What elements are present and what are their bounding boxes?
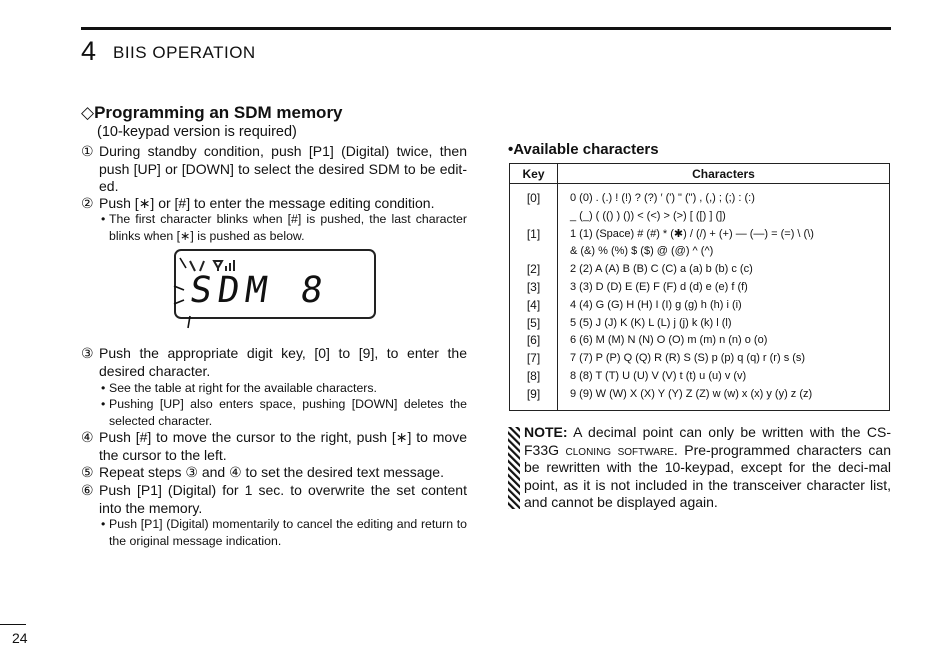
bullet: • See the table at right for the available characters. — [101, 380, 467, 397]
characters-table — [509, 163, 890, 411]
note-text-1: A decimal point can only be written with the CS-F33G — [524, 424, 891, 458]
characters-column — [558, 184, 890, 411]
char-row: & (&) % (%) $ ($) @ (@) ^ (^) — [570, 245, 714, 258]
chapter-number: 4 — [81, 36, 97, 66]
column-header-key: Key — [510, 164, 558, 184]
note-software: cloning software — [565, 441, 674, 458]
step-4 — [81, 429, 467, 464]
step-text: Push [∗] or [#] to enter the message editing condition. — [99, 195, 435, 211]
note-label: NOTE: — [524, 424, 568, 440]
note-text-2: . Pre-programmed characters can be rewritten with the 10-keypad, except for the deci-mal point, as it is not included in the transceiver character list, and cannot be displayed again. — [524, 441, 891, 510]
table-title: •Available characters — [508, 141, 659, 158]
char-row: 0 (0) . (.) ! (!) ? (?) ′ (') " (") , (,) ; (;) : (:) — [570, 192, 755, 204]
char-row: 4 (4) G (G) H (H) I (I) g (g) h (h) i (i) — [570, 298, 742, 311]
char-row: _ (_) ( (() ) ()) < (<) > (>) [ ([) ] (]) — [570, 209, 726, 222]
key-cell: [5] — [526, 315, 541, 330]
step-number: ⑥ — [81, 482, 94, 498]
step-number: ⑤ — [81, 464, 94, 480]
section-title: ◇Programming an SDM memory — [81, 103, 343, 122]
key-cell — [510, 208, 557, 226]
step-number: ③ — [81, 345, 94, 361]
step-text: Push [P1] (Digital) for 1 sec. to overwrite the set content into the memory. — [99, 482, 467, 516]
key-cell: [7] — [526, 351, 541, 366]
note-hatch-icon — [508, 427, 520, 509]
char-row: 2 (2) A (A) B (B) C (C) a (a) b (b) c (c) — [570, 263, 753, 276]
chapter-title: BIIS OPERATION — [113, 43, 256, 62]
bullet: • Push [P1] (Digital) momentarily to cancel the editing and return to the original message indication. — [101, 517, 467, 548]
step-number: ④ — [81, 429, 94, 445]
step-text: Push [#] to move the cursor to the right, push [∗] to move the cursor to the left. — [99, 429, 467, 463]
bullet-text: The first character blinks when [#] is pushed, the last character blinks when [∗] is pushed as below. — [109, 212, 467, 243]
step-3 — [81, 345, 467, 380]
page-rule — [0, 624, 26, 625]
key-cell: [8] — [526, 368, 541, 383]
page-number: 24 — [12, 630, 28, 646]
char-row: 5 (5) J (J) K (K) L (L) j (j) k (k) l (l) — [570, 316, 732, 329]
key-cell — [510, 243, 557, 261]
char-row: 1 (1) (Space) # (#) * (✱) / (/) + (+) — (—) = (=) \ (\) — [570, 227, 814, 240]
key-cell: [9] — [526, 386, 541, 401]
key-column — [510, 184, 558, 411]
lcd-display — [174, 249, 376, 319]
step-5 — [81, 464, 467, 482]
bullet-text: Pushing [UP] also enters space, pushing [DOWN] deletes the selected character. — [109, 397, 467, 428]
key-cell: [0] — [526, 191, 541, 205]
header-rule — [81, 27, 891, 30]
key-cell: [3] — [526, 279, 541, 294]
step-1 — [81, 143, 467, 196]
step-text: During standby condition, push [P1] (Digital) twice, then push [UP] or [DOWN] to select the desired SDM to be edit-ed. — [99, 143, 467, 194]
column-header-characters: Characters — [558, 164, 890, 184]
lcd-text: SDM 8 — [187, 270, 332, 311]
bullet: • Pushing [UP] also enters space, pushing [DOWN] deletes the selected character. — [101, 397, 467, 428]
step-number: ① — [81, 143, 94, 159]
note — [524, 424, 891, 512]
step-text: Push the appropriate digit key, [0] to [9], to enter the desired character. — [99, 345, 467, 379]
step-text: Repeat steps ③ and ④ to set the desired text message. — [99, 464, 444, 480]
char-row: 8 (8) T (T) U (U) V (V) t (t) u (u) v (v) — [570, 369, 747, 382]
char-row: 9 (9) W (W) X (X) Y (Y) Z (Z) w (w) x (x) y (y) z (z) — [570, 387, 813, 400]
char-row: 6 (6) M (M) N (N) O (O) m (m) n (n) o (o) — [570, 334, 768, 347]
bullet-text: See the table at right for the available characters. — [109, 381, 377, 395]
bullet-text: Push [P1] (Digital) momentarily to cancel the editing and return to the original message indication. — [109, 517, 467, 548]
char-row: 3 (3) D (D) E (E) F (F) d (d) e (e) f (f) — [570, 280, 748, 293]
char-row: 7 (7) P (P) Q (Q) R (R) S (S) p (p) q (q) r (r) s (s) — [570, 352, 806, 365]
bullet: • The first character blinks when [#] is pushed, the last character blinks when [∗] is pushed as below. — [101, 212, 467, 243]
section-subtitle: (10-keypad version is required) — [97, 124, 297, 140]
blink-rays-icon — [170, 254, 200, 332]
step-6 — [81, 482, 467, 517]
key-cell: [2] — [526, 262, 541, 277]
key-cell: [1] — [526, 226, 541, 241]
step-number: ② — [81, 195, 94, 211]
key-cell: [6] — [526, 333, 541, 348]
key-cell: [4] — [526, 297, 541, 312]
step-2 — [81, 195, 467, 213]
